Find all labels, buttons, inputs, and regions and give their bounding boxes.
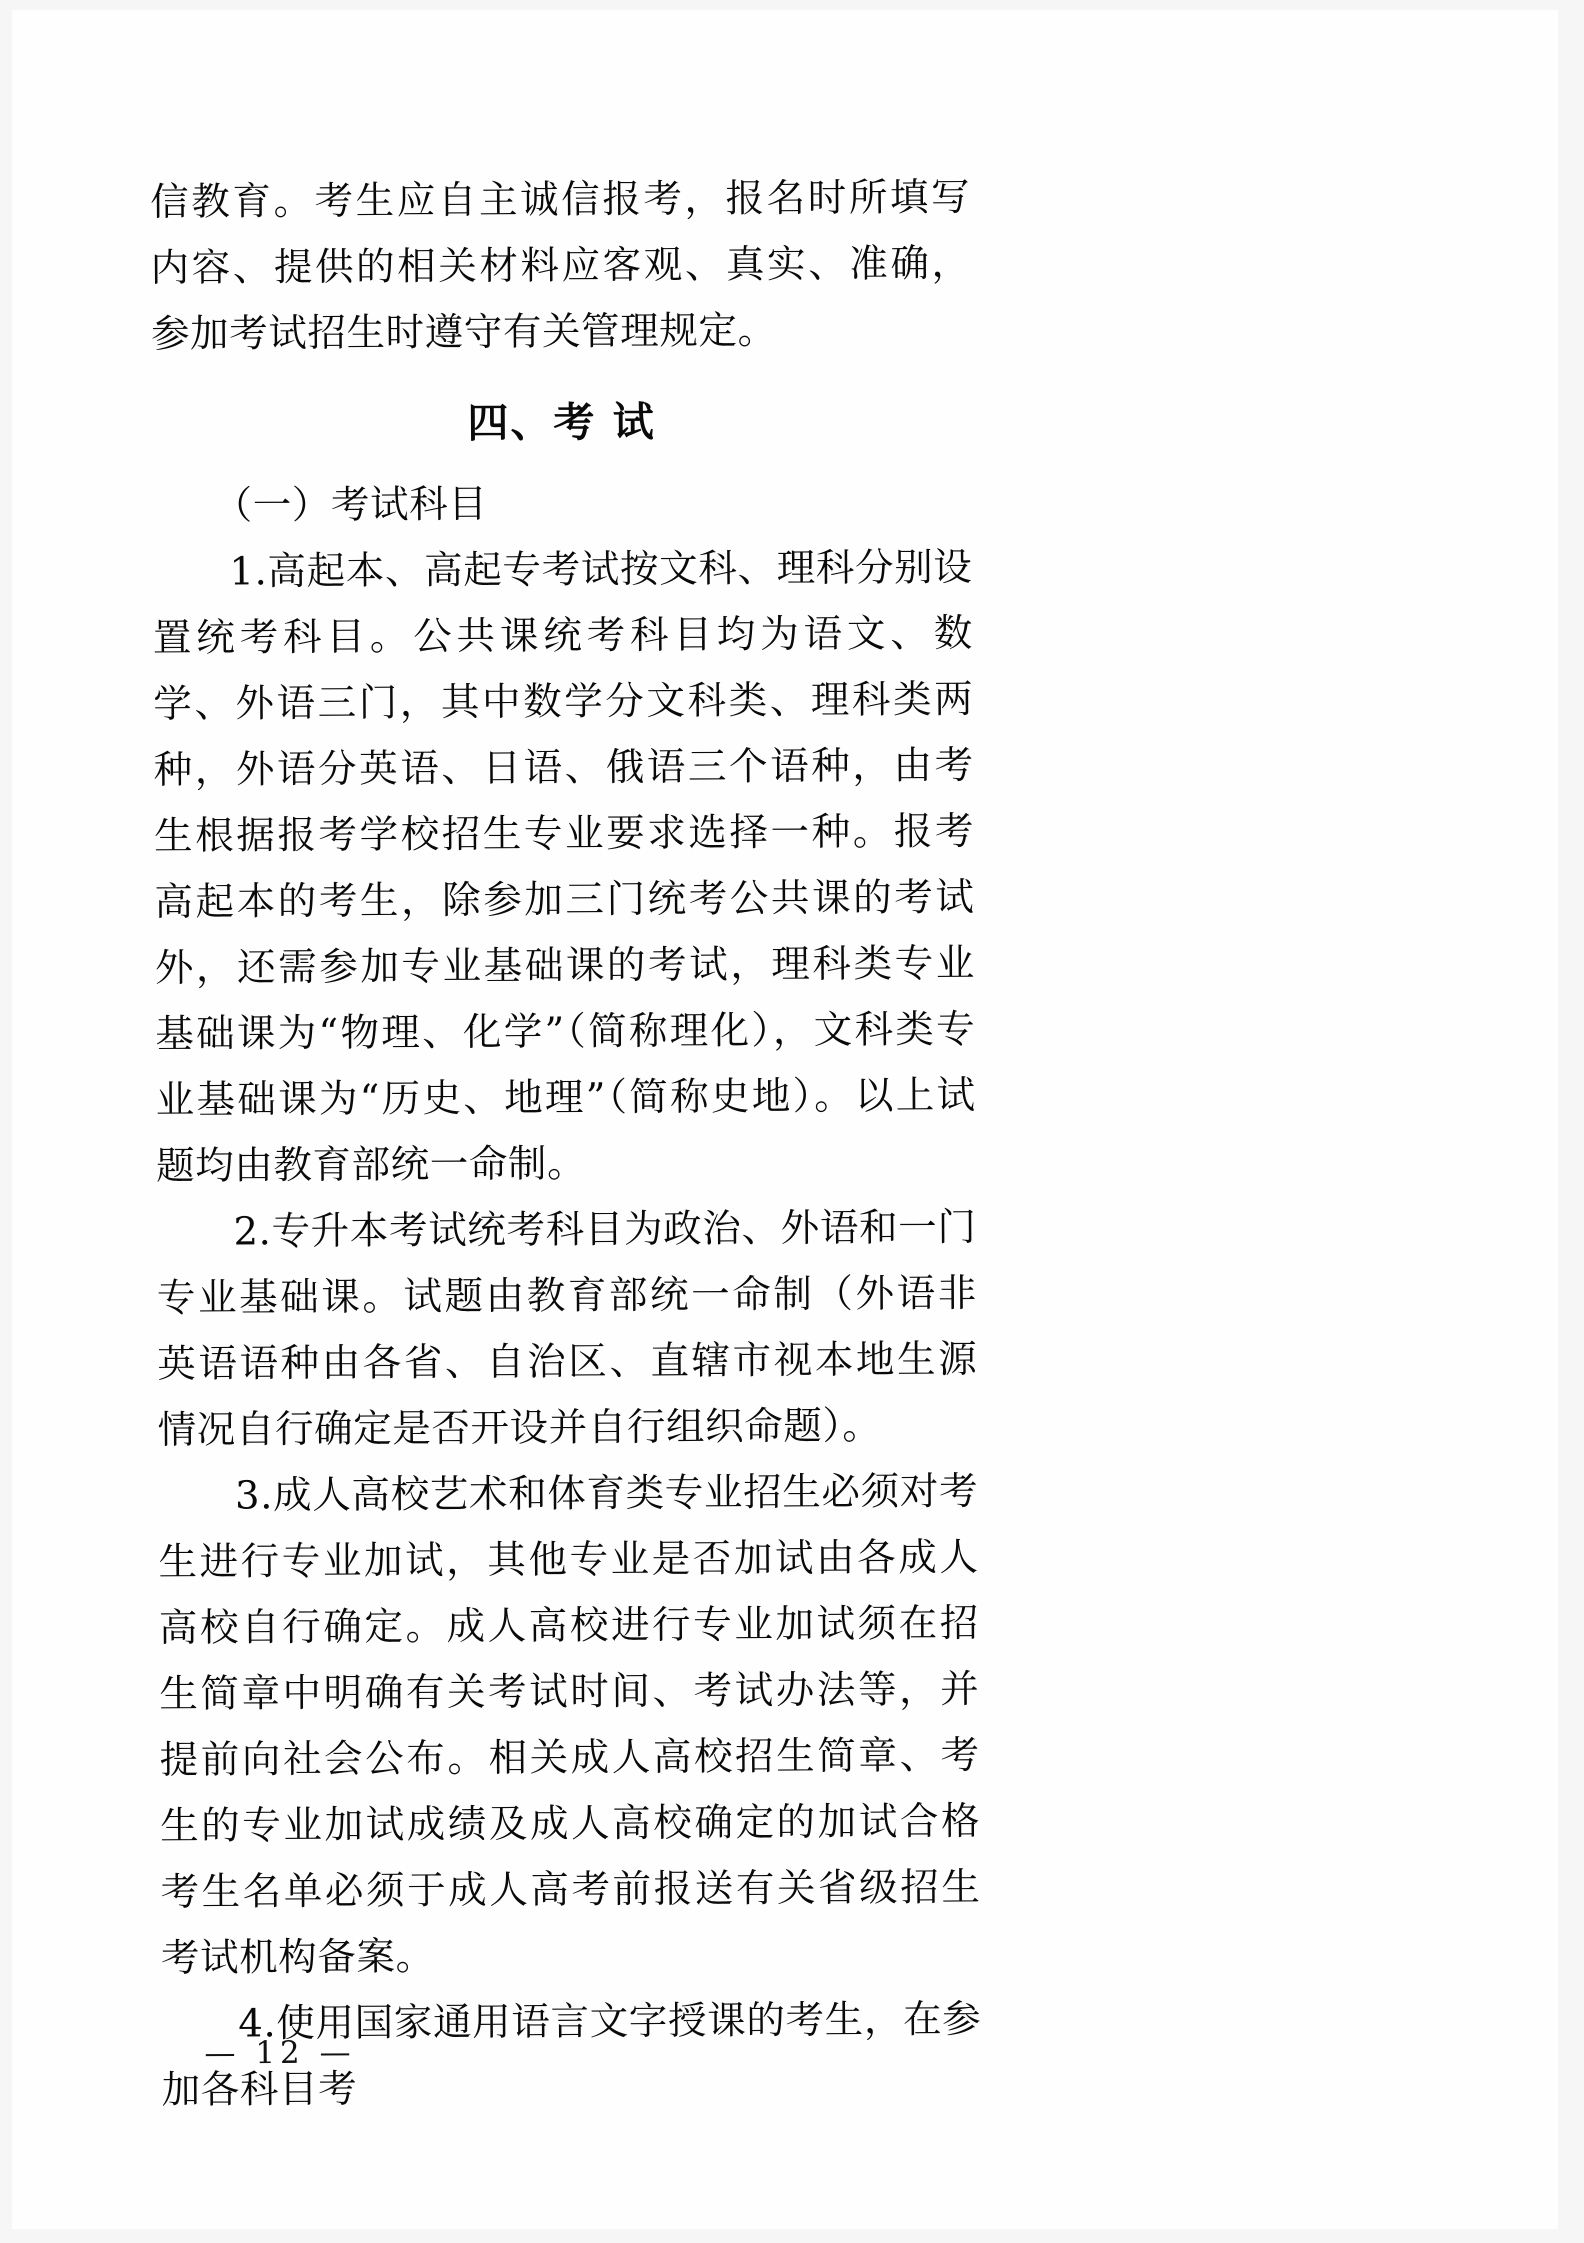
scan-edge-top [0,0,1584,10]
numbered-item-3: 3.成人高校艺术和体育类专业招生必须对考生进行专业加试，其他专业是否加试由各成人高校自行确定。成人高校进行专业加试须在招生简章中明确有关考试时间、考试办法等，并提前向社会公布。相关成人高校招生简章、考生的专业加试成绩及成人高校确定的加试合格考生名单必须于成人高考前报送有关省级招生考试机构备案。 [158,1468,981,1981]
document-text-body [150,165,982,2124]
scan-edge-left [0,0,12,2243]
section-heading-four-examination: 四、考 试 [467,397,656,448]
scan-edge-bottom [0,2229,1584,2243]
scan-edge-right [1558,0,1584,2243]
paragraph-continued-integrity: 信教育。考生应自主诚信报考，报名时所填写内容、提供的相关材料应客观、真实、准确，参加考试招生时遵守有关管理规定。 [150,174,971,357]
page-number-footer: — 12 — [204,2034,356,2072]
numbered-item-4: 4.使用国家通用语言文字授课的考生，在参加各科目考 [161,1996,982,2113]
numbered-item-1: 1.高起本、高起专考试按文科、理科分别设置统考科目。公共课统考科目均为语文、数学、外语三门，其中数学分文科类、理科类两种，外语分英语、日语、俄语三个语种，由考生根据报考学校招生专业要求选择一种。报考高起本的考生，除参加三门统考公共课的考试外，还需参加专业基础课的考试，理科类专业基础课为“物理、化学”（简称理化），文科类专业基础课为“历史、地理”（简称史地）。以上试题均由教育部统一命制。 [152,544,976,1189]
numbered-item-2: 2.专升本考试统考科目为政治、外语和一门专业基础课。试题由教育部统一命制（外语非英语语种由各省、自治区、直辖市视本地生源情况自行确定是否开设并自行组织命题）。 [156,1204,978,1453]
subsection-heading-exam-subjects: （一）考试科目 [213,481,488,529]
